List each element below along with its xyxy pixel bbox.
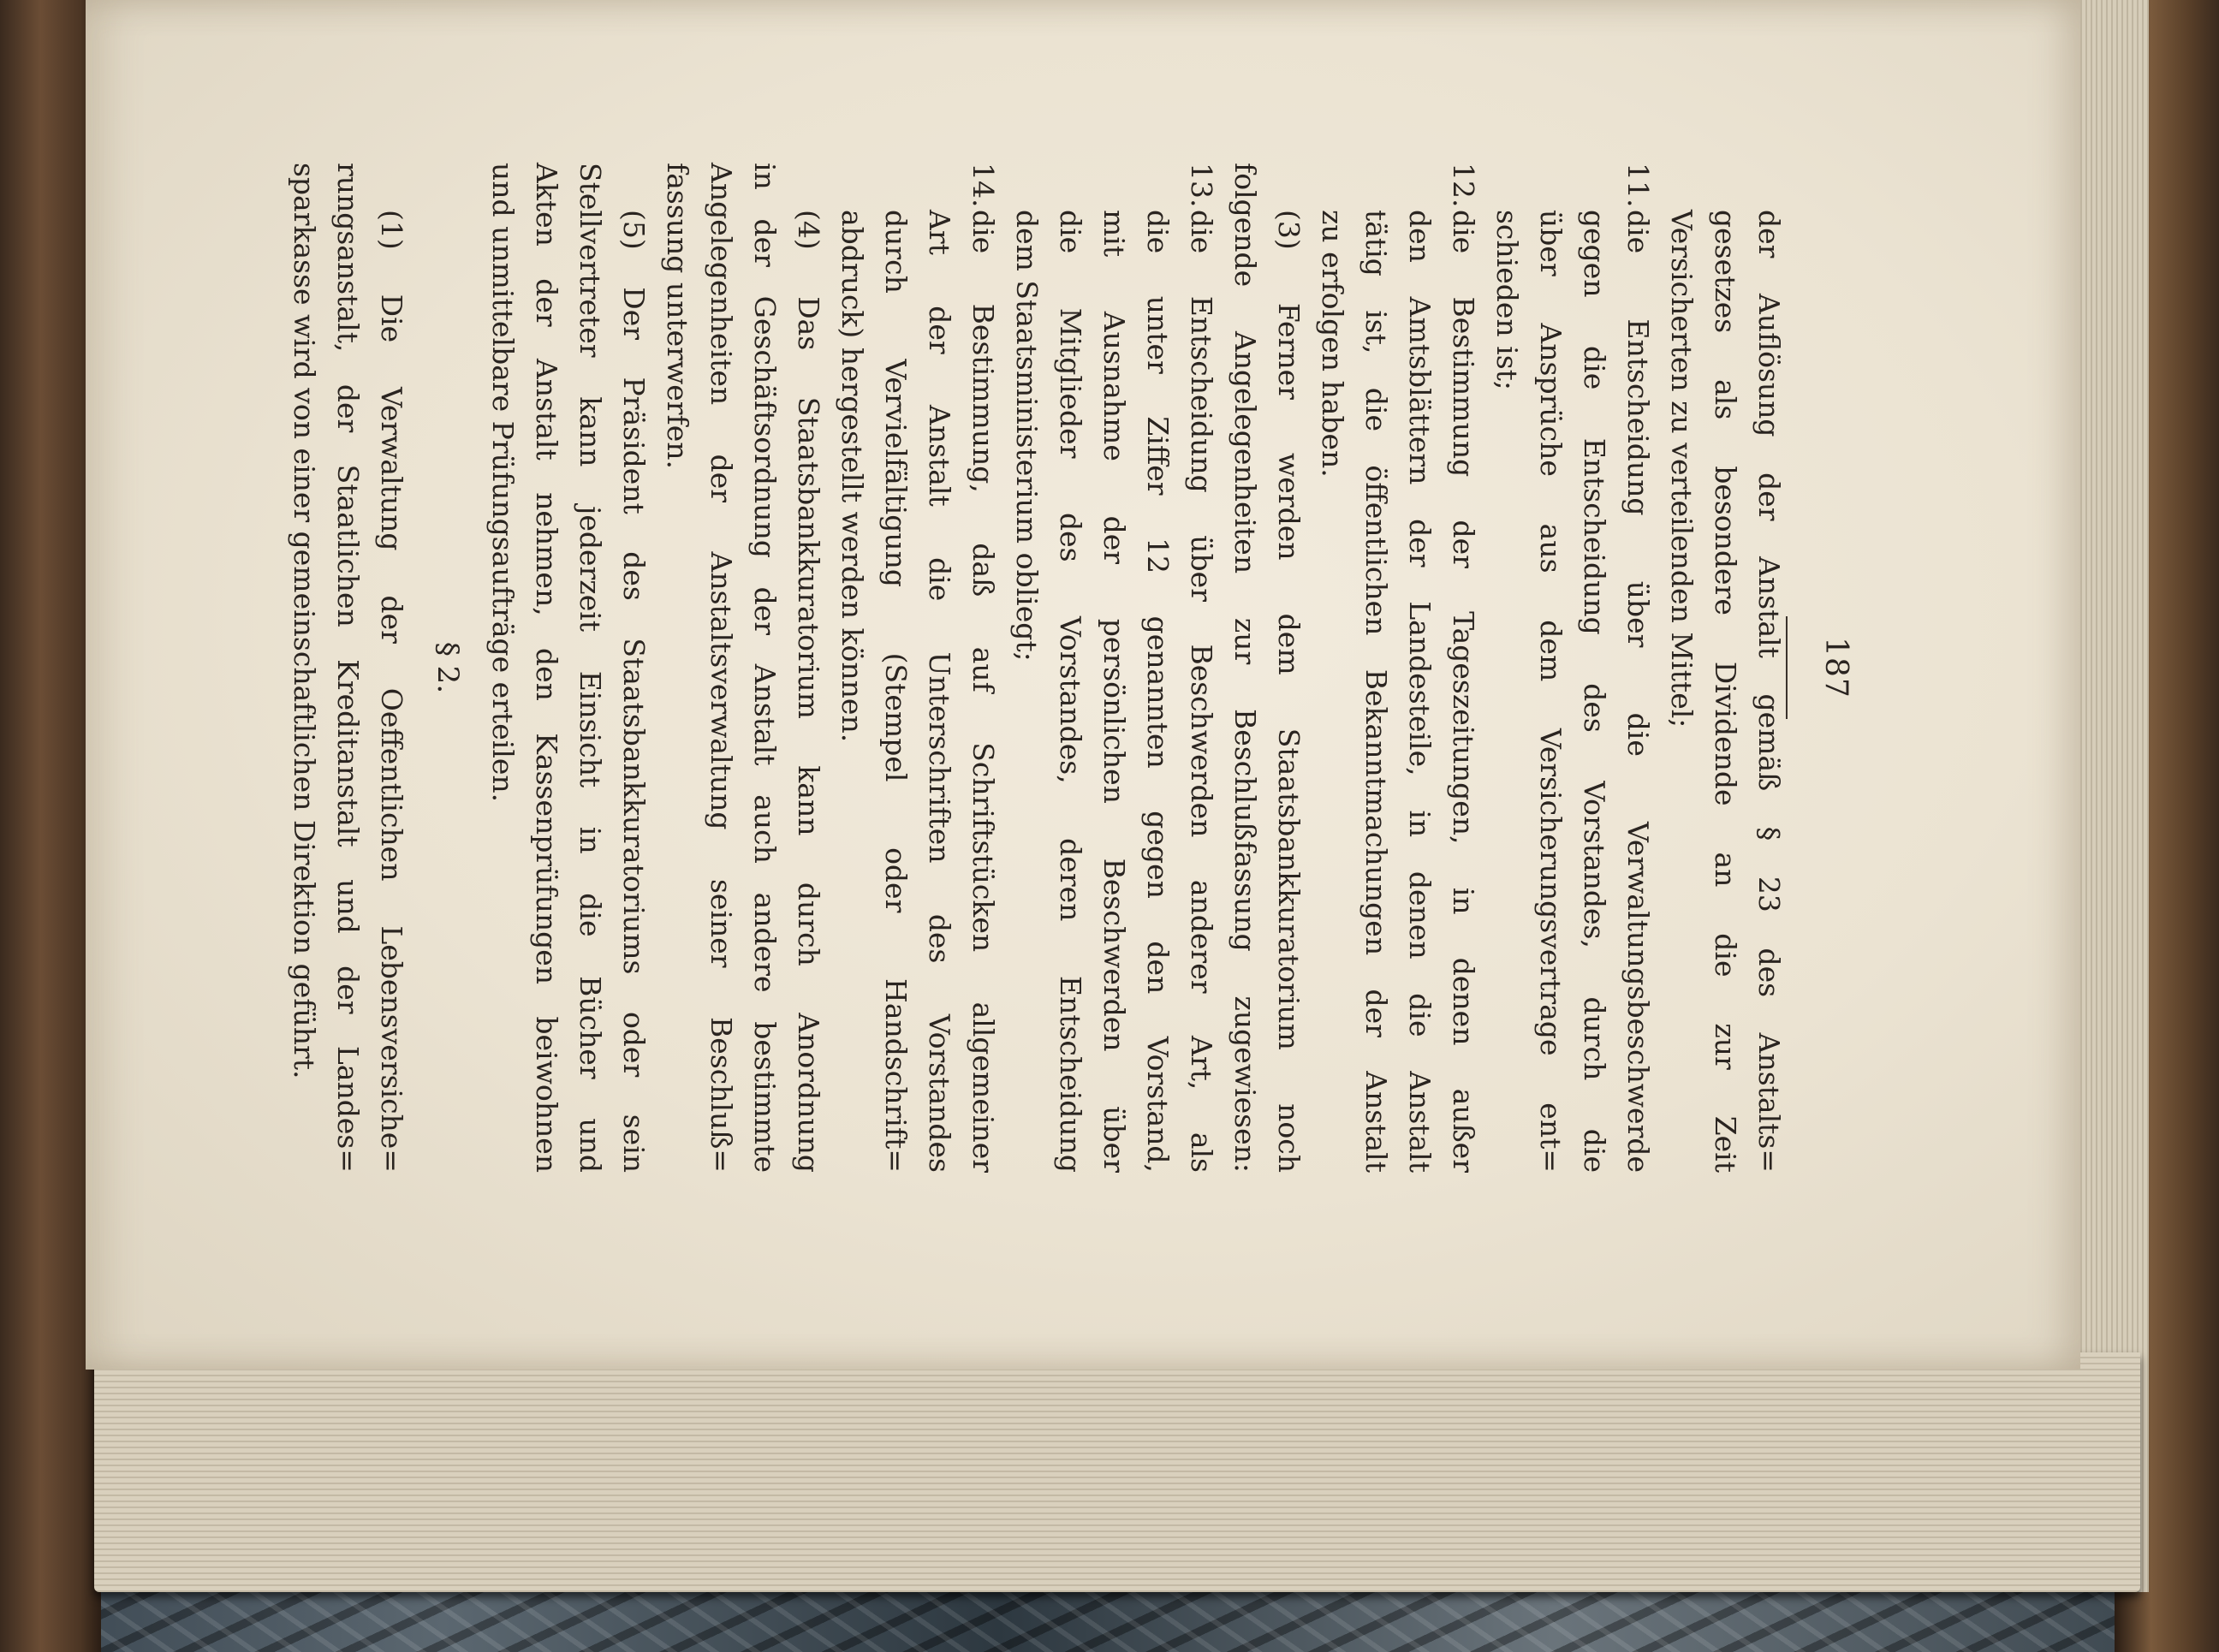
text-line: gesetzes als besondere Dividende an die zur Zeit — [1709, 210, 1742, 1173]
text-line: die Bestimmung der Tageszeitungen, in denen außer — [1447, 210, 1480, 1173]
text-line: fassung unterwerfen. — [661, 163, 694, 469]
text-line: durch Vervielfältigung (Stempel oder Handschrift= — [879, 210, 913, 1173]
text-line: über Ansprüche aus dem Versicherungsvertrage ent= — [1534, 210, 1568, 1173]
page-text-block — [197, 163, 1875, 1173]
list-item-13 — [1005, 163, 1223, 1173]
list-item-11 — [1485, 163, 1660, 1173]
text-line: Versicherten zu verteilenden Mittel; — [1665, 210, 1698, 728]
page-header — [1798, 163, 1875, 1173]
text-line: schieden ist; — [1490, 210, 1524, 391]
text-line: die unter Ziffer 12 genannten gegen den Vorstand, — [1141, 210, 1175, 1173]
text-line: folgende Angelegenheiten zur Beschlußfassung zugewiesen: — [1228, 163, 1262, 1173]
text-line: die Mitglieder des Vorstandes, deren Entscheidung — [1054, 210, 1087, 1173]
text-line: dem Staatsministerium obliegt; — [1010, 210, 1044, 662]
text-line: sparkasse wird von einer gemeinschaftlichen Direktion geführt. — [288, 163, 321, 1079]
text-line: die Entscheidung über Beschwerden anderer Art, als — [1185, 210, 1218, 1173]
page-edges-bottom — [94, 1352, 2140, 1592]
page-number: 187 — [1818, 637, 1854, 698]
text-line: der Auflösung der Anstalt gemäß § 23 des Anstalts= — [1752, 210, 1786, 1173]
text-line: (4) Das Staatsbankkuratorium kann durch Anordnung — [792, 210, 825, 1173]
text-line: Art der Anstalt die Unterschriften des Vorstandes — [923, 210, 956, 1173]
header-rule — [1786, 616, 1788, 719]
text-line: rungsanstalt, der Staatlichen Kreditanstalt und der Landes= — [331, 163, 365, 1173]
text-line: die Entscheidung über die Verwaltungsbeschwerde — [1621, 210, 1655, 1173]
section-heading: § 2. — [431, 641, 465, 694]
text-line: Akten der Anstalt nehmen, den Kassenprüfungen beiwohnen — [530, 163, 563, 1173]
text-line: tätig ist, die öffentlichen Bekanntmachungen der Anstalt — [1359, 210, 1393, 1173]
text-line: (3) Ferner werden dem Staatsbankkuratorium noch — [1272, 210, 1306, 1173]
text-line: in der Geschäftsordnung der Anstalt auch andere bestimmte — [748, 163, 782, 1173]
text-line: die Bestimmung, daß auf Schriftstücken allgemeiner — [967, 210, 1000, 1173]
list-item-12 — [1311, 163, 1485, 1173]
text-line: zu erfolgen haben. — [1316, 210, 1349, 478]
text-line: und unmittelbare Prüfungsaufträge erteilen. — [486, 163, 520, 803]
text-line: gegen die Entscheidung des Vorstandes, durch die — [1578, 210, 1611, 1173]
text-line: Angelegenheiten der Anstaltsverwaltung seiner Beschluß= — [705, 163, 738, 1173]
text-line: mit Ausnahme der persönlichen Beschwerden über — [1098, 210, 1131, 1173]
item-number: 13. — [1185, 163, 1218, 208]
text-line: den Amtsblättern der Landesteile, in denen die Anstalt — [1403, 210, 1437, 1173]
text-line: Stellvertreter kann jederzeit Einsicht in die Bücher und — [574, 163, 607, 1173]
item-number: 12. — [1447, 163, 1480, 208]
text-line: (1) Die Verwaltung der Oeffentlichen Lebensversiche= — [375, 210, 408, 1173]
item-number: 14. — [967, 163, 1000, 208]
text-line: abdruck) hergestellt werden können. — [836, 210, 869, 743]
list-item-14 — [830, 163, 1005, 1173]
text-line: (5) Der Präsident des Staatsbankkuratoriums oder sein — [617, 210, 651, 1173]
item-number: 11. — [1621, 163, 1655, 208]
